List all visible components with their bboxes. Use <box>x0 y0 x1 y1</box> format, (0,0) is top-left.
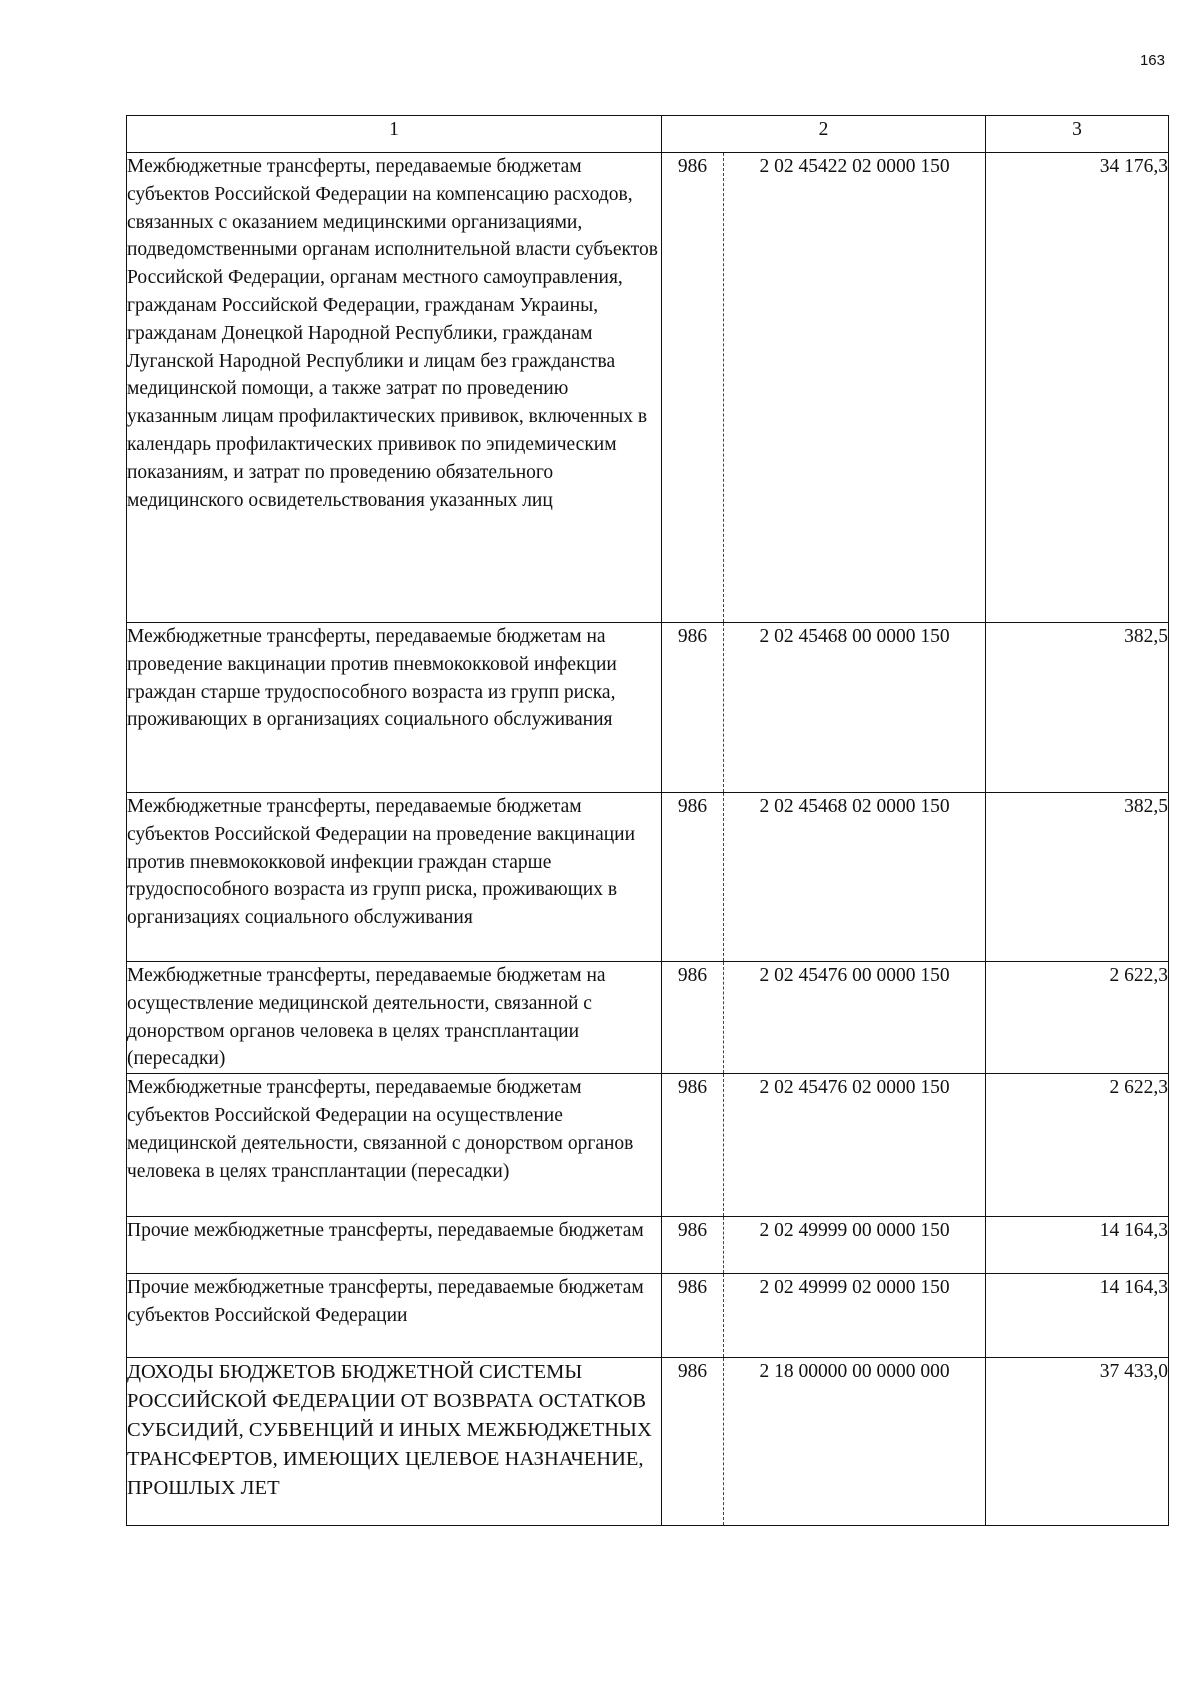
row-kbk-code: 2 18 00000 00 0000 000 <box>724 1358 986 1526</box>
row-admin-code: 986 <box>662 793 724 962</box>
row-description: Межбюджетные трансферты, передаваемые бюджетам на проведение вакцинации против пневмококковой инфекции граждан старше трудоспособного возраста из групп риска, проживающих в организациях социального обслуживания <box>127 623 662 793</box>
row-amount: 382,5 <box>986 623 1169 793</box>
table-row <box>127 1217 1169 1274</box>
row-kbk-code: 2 02 45476 02 0000 150 <box>724 1074 986 1217</box>
row-amount: 14 164,3 <box>986 1217 1169 1274</box>
table-row <box>127 1074 1169 1217</box>
row-admin-code: 986 <box>662 1074 724 1217</box>
row-kbk-code: 2 02 45468 02 0000 150 <box>724 793 986 962</box>
row-admin-code: 986 <box>662 1217 724 1274</box>
revenue-table <box>126 115 1169 1526</box>
row-kbk-code: 2 02 49999 00 0000 150 <box>724 1217 986 1274</box>
row-amount: 2 622,3 <box>986 1074 1169 1217</box>
row-description: Прочие межбюджетные трансферты, передаваемые бюджетам субъектов Российской Федерации <box>127 1274 662 1358</box>
header-col-2: 2 <box>662 116 986 153</box>
table-row <box>127 1358 1169 1526</box>
row-kbk-code: 2 02 49999 02 0000 150 <box>724 1274 986 1358</box>
row-description: Межбюджетные трансферты, передаваемые бюджетам субъектов Российской Федерации на компенсацию расходов, связанных с оказанием медицинскими организациями, подведомственными органам исполнительной власти субъектов Российской Федерации, органам местного самоуправления, гражданам Российской Федерации, гражданам Украины, гражданам Донецкой Народной Республики, гражданам Луганской Народной Республики и лицам без гражданства медицинской помощи, а также затрат по проведению указанным лицам профилактических прививок, включенных в календарь профилактических прививок по эпидемическим показаниям, и затрат по проведению обязательного медицинского освидетельствования указанных лиц <box>127 153 662 623</box>
row-amount: 2 622,3 <box>986 962 1169 1074</box>
table-row <box>127 623 1169 793</box>
table-row <box>127 1274 1169 1358</box>
row-admin-code: 986 <box>662 153 724 623</box>
row-kbk-code: 2 02 45468 00 0000 150 <box>724 623 986 793</box>
table-row <box>127 962 1169 1074</box>
row-amount: 382,5 <box>986 793 1169 962</box>
table-row <box>127 153 1169 623</box>
row-admin-code: 986 <box>662 623 724 793</box>
row-description: ДОХОДЫ БЮДЖЕТОВ БЮДЖЕТНОЙ СИСТЕМЫ РОССИЙСКОЙ ФЕДЕРАЦИИ ОТ ВОЗВРАТА ОСТАТКОВ СУБСИДИЙ, СУБВЕНЦИЙ И ИНЫХ МЕЖБЮДЖЕТНЫХ ТРАНСФЕРТОВ, ИМЕЮЩИХ ЦЕЛЕВОЕ НАЗНАЧЕНИЕ, ПРОШЛЫХ ЛЕТ <box>127 1358 662 1526</box>
header-col-1: 1 <box>127 116 662 153</box>
row-description: Межбюджетные трансферты, передаваемые бюджетам на осуществление медицинской деятельности, связанной с донорством органов человека в целях трансплантации (пересадки) <box>127 962 662 1074</box>
row-description: Межбюджетные трансферты, передаваемые бюджетам субъектов Российской Федерации на осуществление медицинской деятельности, связанной с донорством органов человека в целях трансплантации (пересадки) <box>127 1074 662 1217</box>
page-number: 163 <box>1139 52 1165 69</box>
table-row <box>127 793 1169 962</box>
row-admin-code: 986 <box>662 1358 724 1526</box>
row-amount: 14 164,3 <box>986 1274 1169 1358</box>
row-admin-code: 986 <box>662 962 724 1074</box>
row-amount: 34 176,3 <box>986 153 1169 623</box>
row-amount: 37 433,0 <box>986 1358 1169 1526</box>
header-col-3: 3 <box>986 116 1169 153</box>
table-header-row <box>127 116 1169 153</box>
row-admin-code: 986 <box>662 1274 724 1358</box>
row-description: Прочие межбюджетные трансферты, передаваемые бюджетам <box>127 1217 662 1274</box>
row-kbk-code: 2 02 45476 00 0000 150 <box>724 962 986 1074</box>
row-kbk-code: 2 02 45422 02 0000 150 <box>724 153 986 623</box>
row-description: Межбюджетные трансферты, передаваемые бюджетам субъектов Российской Федерации на проведение вакцинации против пневмококковой инфекции граждан старше трудоспособного возраста из групп риска, проживающих в организациях социального обслуживания <box>127 793 662 962</box>
